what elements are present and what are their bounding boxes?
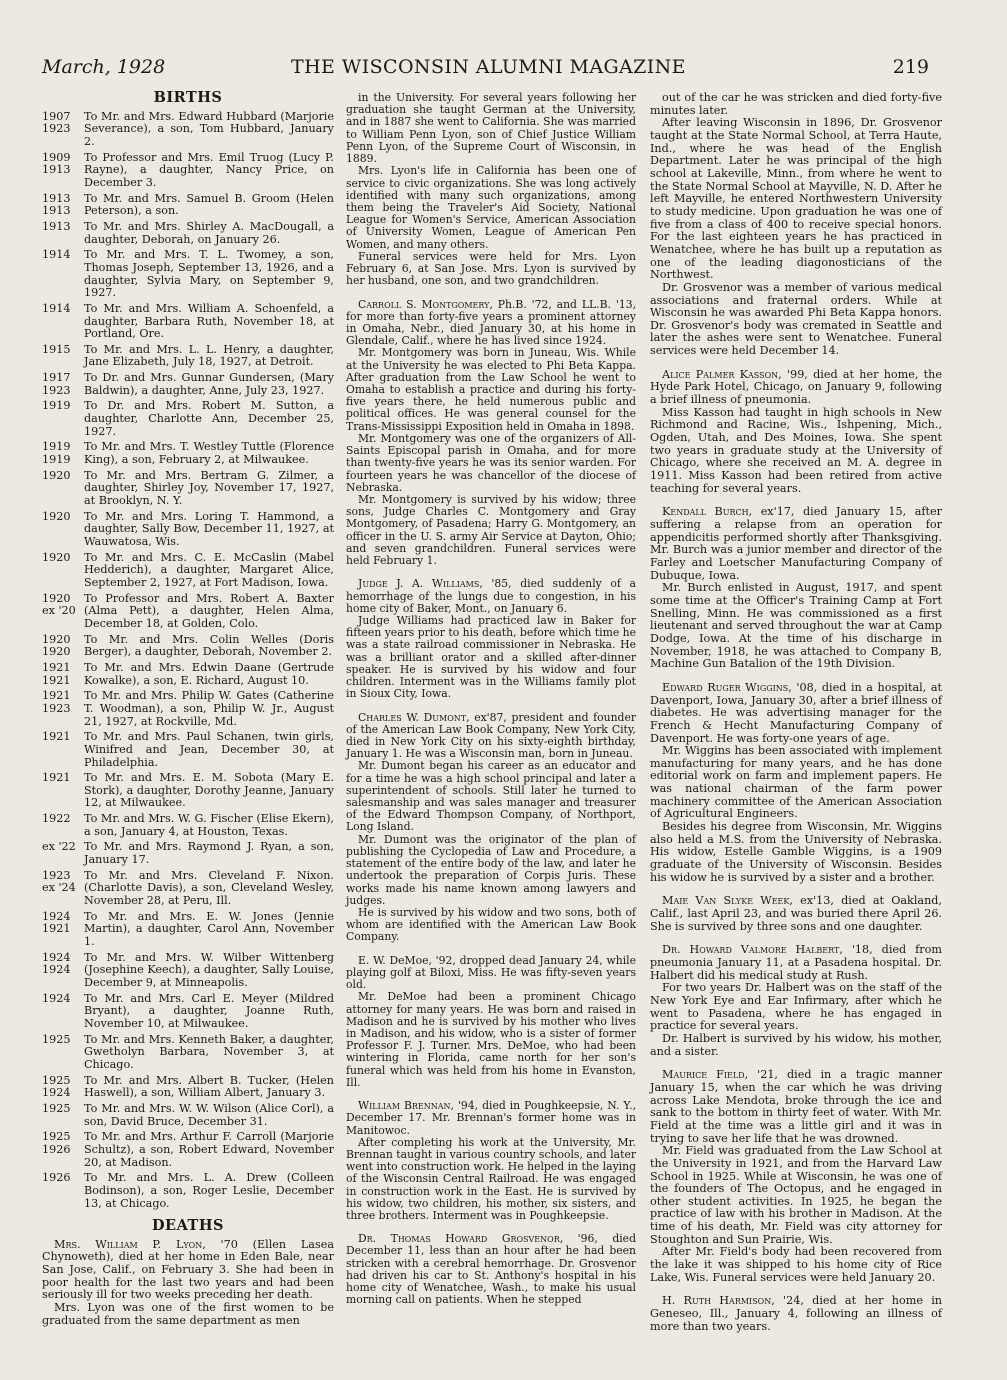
birth-entry (42, 911, 334, 949)
birth-announcement: To Professor and Mrs. Emil Truog (Lucy P. Rayne), a daughter, Nancy Price, on December 3. (84, 150, 334, 189)
obituary (650, 506, 942, 671)
obituary-text: Dr. Grosvenor was a member of various medical associations and fraternal orders. While at Wisconsin he was awarded Phi Beta Kappa honors. Dr. Grosvenor's body was cremated in Seattle and later the ashes were sent to Wenatchee. Funeral services were held December 14. (650, 280, 942, 358)
deaths-column-1 (42, 1239, 334, 1328)
birth-announcement: To Mr. and Mrs. T. Westley Tuttle (Florence King), a son, February 2, at Milwaukee. (84, 440, 334, 467)
obituary-text: Mr. Montgomery is survived by his widow; three sons, Judge Charles C. Montgomery and Gray Montgomery, of Pasadena; Harry G. Montgomery, an officer in the U. S. army Air Service at Dayton, Ohio; and seven grandchildren. Funeral services were held February 1. (346, 493, 636, 568)
obituary (650, 944, 942, 1058)
birth-class-years: 1913 1913 (42, 191, 71, 218)
obituary-text: After leaving Wisconsin in 1896, Dr. Grosvenor taught at the State Normal School, at Terra Haute, Ind., where he was head of the English Department. Later he was principal of the high school at Lakeville, Minn., from where he went to the State Normal School at Mayville, N. D. After he left Mayville, he entered Northwestern University to study medicine. Upon graduation he was one of five from a class of 400 to receive special honors. For the last eighteen years he has practiced in Wenatchee, where he has built up a reputation as one of the leading diagonosticians of the Northwest. (650, 116, 942, 282)
obituary-paragraph (650, 1246, 942, 1284)
obituary-paragraph (650, 282, 942, 358)
deceased-name: Edward Ruger Wiggins, (662, 680, 792, 694)
birth-entry (42, 193, 334, 218)
page-header (40, 52, 937, 88)
obituary-paragraph (346, 615, 636, 701)
obituary-text: Mrs. Lyon was one of the first women to be graduated from the same department as men (42, 1301, 334, 1327)
obituary-paragraph (650, 821, 942, 884)
birth-entry (42, 772, 334, 810)
deceased-name: Dr. Howard Valmore Halbert, (662, 943, 843, 957)
birth-announcement: To Mr. and Mrs. Bertram G. Zilmer, a daughter, Shirley Joy, November 17, 1927, at Brooklyn, N. Y. (84, 468, 334, 508)
birth-announcement: To Professor and Mrs. Robert A. Baxter (Alma Pett), a daughter, Helen Alma, December 18, at Golden, Colo. (84, 591, 334, 630)
deceased-name: William Brennan, (358, 1099, 454, 1113)
birth-announcement: To Mr. and Mrs. Arthur F. Carroll (Marjorie Schultz), a son, Robert Edward, November 20, at Madison. (84, 1130, 334, 1169)
obituary (346, 92, 636, 288)
obituary-paragraph (346, 955, 636, 992)
obituary-text: out of the car he was stricken and died forty-five minutes later. (650, 91, 942, 117)
deaths-heading: DEATHS (151, 1217, 225, 1235)
obituary (346, 299, 636, 568)
deceased-name: Kendall Burch, (662, 505, 753, 519)
obituary-text: Mr. Burch enlisted in August, 1917, and spent some time at the Officer's Training Camp at Fort Snelling, Minn. He was commissioned as a first lieutenant and served throughout the war at Camp Dodge, Iowa. At the time of his discharge in November, 1918, he was attached to Company B, Machine Gun Batalion of the 19th Division. (650, 581, 942, 671)
deceased-name: Charles W. Dumont, (358, 710, 470, 724)
obituary-paragraph (346, 165, 636, 251)
birth-class-years: 1924 1924 (42, 950, 71, 977)
birth-class-years: ex '22 (42, 840, 76, 854)
birth-class-years: 1914 (42, 248, 71, 262)
birth-entry (42, 372, 334, 397)
obituary-text: '18, died from pneumonia January 11, at a Pasadena hospital. Dr. Halbert did his medical study at Rush. (650, 943, 942, 982)
deceased-name: Alice Palmer Kasson, (662, 367, 782, 381)
deceased-name: H. Ruth Harmison, (662, 1294, 775, 1308)
obituary-text: ex'87, president and founder of the American Law Book Company, New York City, died in New York City on his sixty-eighth birthday, January 1. He was a Wisconsin man, born in Juneau. (346, 710, 636, 761)
birth-class-years: 1925 (42, 1101, 71, 1115)
birth-class-years: 1914 (42, 301, 71, 315)
obituary-text: in the University. For several years following her graduation she taught German at the University, and in 1887 she went to California. She was married to William Penn Lyon, son of Chief Justice William Penn Lyon, of the Supreme Court of Wisconsin, in 1889. (346, 91, 636, 166)
deceased-name: Maie Van Slyke Week, (662, 894, 793, 908)
birth-class-years: 1909 1913 (42, 150, 71, 177)
obituary-text: Mr. Dumont was the originator of the plan of publishing the Cyclopedia of Law and Procedure, a statement of the entire body of the law, and later he undertook the preparation of Corpis Juris. These works made his name known among lawyers and judges. (346, 832, 636, 907)
birth-entry (42, 344, 334, 369)
obituary (650, 92, 942, 358)
obituary-text: Mrs. Lyon's life in California has been one of service to civic organizations. She was long actively identified with many such organizations, among them being the Traveler's Aid Society, National League for Women's Service, American Association of University Women, League of American Pen Women, and many others. (346, 164, 636, 251)
obituary-text: Mr. Montgomery was born in Juneau, Wis. While at the University he was elected to Phi Beta Kappa. After graduation from the Law School he went to Omaha to establish a practice and during his forty-five years there, he held numerous public and political offices. He was general counsel for the Trans-Mississippi Exposition held in Omaha in 1898. (346, 346, 636, 433)
births-heading: BIRTHS (153, 89, 223, 106)
birth-announcement: To Mr. and Mrs. W. Wilber Wittenberg (Josephine Keech), a daughter, Sally Louise, December 9, at Minneapolis. (84, 950, 334, 989)
birth-class-years: 1926 (42, 1171, 71, 1185)
birth-class-years: 1924 (42, 991, 71, 1005)
obituary-paragraph (650, 582, 942, 671)
birth-announcement: To Mr. and Mrs. Philip W. Gates (Catherine T. Woodman), a son, Philip W. Jr., August 21, 1927, at Rockville, Md. (84, 689, 334, 728)
obituary-paragraph (650, 982, 942, 1033)
obituary-paragraph (346, 1137, 636, 1223)
obituary-paragraph (346, 712, 636, 761)
birth-class-years: 1907 1923 (42, 109, 71, 136)
birth-announcement: To Mr. and Mrs. Albert B. Tucker, (Helen Haswell), a son, William Albert, January 3. (84, 1073, 334, 1100)
birth-announcement: To Mr. and Mrs. William A. Schoenfeld, a daughter, Barbara Ruth, November 18, at Portland, Ore. (84, 301, 334, 341)
birth-entry (42, 690, 334, 728)
obituary-paragraph (650, 745, 942, 821)
obituary-paragraph (346, 92, 636, 165)
obituary-text: Funeral services were held for Mrs. Lyon February 6, at San Jose. Mrs. Lyon is survived by her husband, one son, and two grandchildren. (346, 249, 636, 288)
birth-announcement: To Mr. and Mrs. W. G. Fischer (Elise Ekern), a son, January 4, at Houston, Texas. (84, 812, 334, 838)
obituary-paragraph (650, 895, 942, 933)
birth-class-years: 1920 1920 (42, 632, 71, 659)
obituary (346, 578, 636, 700)
obituary-text: Mr. DeMoe had been a prominent Chicago attorney for many years. He was born and raised in Madison and he is survived by his mother who lives in Madison, and his widow, who is a sister of former Professor F. J. Turner. Mrs. DeMoe, who had been wintering in Florida, came north for her son's funeral which was held from his home in Evanston, Ill. (346, 990, 636, 1089)
birth-class-years: 1920 (42, 509, 71, 523)
birth-announcement: To Mr. and Mrs. Edward Hubbard (Marjorie Severance), a son, Tom Hubbard, January 2. (84, 109, 334, 148)
obituary-text: ex'13, died at Oakland, Calif., last April 23, and was buried there April 26. She is survived by three sons and one daughter. (650, 894, 942, 933)
obituary-text: ex'17, died January 15, after suffering a relapse from an operation for appendicitis performed shortly after Thanksgiving. Mr. Burch was a junior member and director of the Farley and Loetscher Manufacturing Company of Dubuque, Iowa. (650, 505, 943, 582)
birth-class-years: 1919 1919 (42, 440, 71, 467)
obituary-paragraph (346, 760, 636, 833)
obituary-text: '21, died in a tragic manner January 15, when the car which he was driving across Lake Mendota, broke through the ice and sank to the bottom in thirty feet of water. With Mr. Field at the time was a little girl and it was in trying to save her life that he was drowned. (650, 1068, 942, 1145)
obituary-text: After Mr. Field's body had been recovered from the lake it was shipped to his home city of Rice Lake, Wis. Funeral services were held January 20. (650, 1245, 942, 1284)
birth-class-years: 1923 ex '24 (42, 868, 76, 895)
birth-entry (42, 731, 334, 769)
birth-entry (42, 634, 334, 659)
obituary (650, 895, 942, 933)
birth-announcement: To Mr. and Mrs. E. W. Jones (Jennie Martin), a daughter, Carol Ann, November 1. (84, 909, 334, 949)
birth-entry (42, 111, 334, 149)
birth-class-years: 1919 (42, 399, 71, 413)
births-list (42, 111, 334, 1211)
birth-announcement: To Mr. and Mrs. Loring T. Hammond, a daughter, Sally Bow, December 11, 1927, at Wauwatosa, Wis. (84, 509, 334, 548)
birth-entry (42, 552, 334, 590)
birth-class-years: 1921 (42, 771, 71, 785)
birth-class-years: 1913 (42, 219, 71, 233)
birth-entry (42, 952, 334, 990)
obituary-paragraph (650, 506, 942, 582)
birth-entry (42, 1075, 334, 1100)
birth-announcement: To Mr. and Mrs. Raymond J. Ryan, a son, January 17. (84, 840, 334, 867)
birth-announcement: To Mr. and Mrs. Edwin Daane (Gertrude Kowalke), a son, E. Richard, August 10. (84, 660, 334, 687)
deceased-name: Judge J. A. Williams, (358, 577, 483, 591)
birth-entry (42, 593, 334, 631)
obituary-paragraph (650, 944, 942, 982)
obituary-text: Miss Kasson had taught in high schools in New Richmond and Racine, Wis., Ishpening, Mich., Ogden, Utah, and Des Moines, Iowa. She spent two years in graduate study at the University of Chicago, where she received an M. A. degree in 1911. Miss Kasson had been retired from active teaching for several years. (650, 405, 942, 495)
birth-entry (42, 400, 334, 438)
obituary-text: Mr. Field was graduated from the Law School at the University in 1921, and from the Harvard Law School in 1925. While at Wisconsin, he was one of the founders of The Octopus, and he engaged in other student activities. In 1925, he began the practice of law with his brother in Madison. At the time of his death, Mr. Field was city attorney for Stoughton and Sun Prairie, Wis. (650, 1144, 942, 1246)
obituary-paragraph (346, 578, 636, 615)
birth-entry (42, 993, 334, 1031)
birth-announcement: To Mr. and Mrs. L. L. Henry, a daughter, Jane Elizabeth, July 18, 1927, at Detroit. (84, 342, 334, 369)
obituary-text: '70 (Ellen Lasea Chynoweth), died at her home in Eden Bale, near San Jose, Calif., on February 3. She had been in poor health for the last two years and had been seriously ill for two weeks preceding her death. (42, 1237, 334, 1302)
obituary (650, 1295, 942, 1333)
obituary-paragraph (650, 1145, 942, 1246)
birth-entry (42, 511, 334, 549)
obituary-text: Mr. Montgomery was one of the organizers of All-Saints Episcopal parish in Omaha, and for more than twenty-five years he was its senior warden. For fourteen years he was chancellor of the diocese of Nebraska. (346, 431, 636, 494)
obituary-text: Ph.B. '72, and LL.B. '13, for more than forty-five years a prominent attorney in Omaha, Nebr., died January 30, at his home in Glendale, Calif., where he has lived since 1924. (346, 297, 636, 348)
obituary (650, 369, 942, 496)
obituary-paragraph (346, 907, 636, 944)
obituary-paragraph (650, 1295, 942, 1333)
obituary-paragraph (650, 1069, 942, 1145)
birth-class-years: 1925 1926 (42, 1130, 71, 1156)
obituary (650, 1069, 942, 1284)
obituary-paragraph (346, 347, 636, 433)
obituary-text: '94, died in Poughkeepsie, N. Y., December 17. Mr. Brennan's former home was in Manitowoc. (346, 1099, 637, 1137)
obituary-paragraph (650, 117, 942, 282)
obituary-paragraph (650, 1033, 942, 1058)
column-1 (42, 89, 334, 1338)
obituary-paragraph (346, 1100, 636, 1137)
birth-entry (42, 441, 334, 466)
obituary (650, 682, 942, 885)
birth-entry (42, 1131, 334, 1169)
obituary-paragraph (346, 494, 636, 567)
birth-entry (42, 841, 334, 866)
obituary-paragraph (346, 834, 636, 907)
obituary-paragraph (346, 251, 636, 288)
issue-date: March, 1928 (42, 56, 166, 78)
obituary-text: '96, died December 11, less than an hour after he had been stricken with a cerebral hemorrhage. Dr. Grosvenor had driven his car to St. Anthony's hospital in his home city of Wenatchee, Wash., to make his usual morning call on patients. When he stepped (346, 1232, 636, 1307)
obituary-text: '85, died suddenly of a hemorrhage of the lungs due to congestion, in his home city of Baker, Mont., on January 6. (346, 577, 636, 615)
birth-entry (42, 662, 334, 687)
column-3 (650, 92, 942, 1344)
birth-entry (42, 221, 334, 246)
birth-class-years: 1921 1923 (42, 689, 71, 715)
birth-entry (42, 870, 334, 908)
obituary (346, 955, 636, 1089)
obituary-text: He is survived by his widow and two sons, both of whom are identified with the American Law Book Company. (346, 906, 636, 944)
obituary-paragraph (650, 369, 942, 407)
obituary-text: Dr. Halbert is survived by his widow, his mother, and a sister. (650, 1031, 942, 1058)
birth-announcement: To Mr. and Mrs. Cleveland F. Nixon. (Charlotte Davis), a son, Cleveland Wesley, November 28, at Peru, Ill. (84, 868, 334, 908)
birth-class-years: 1924 1921 (42, 909, 71, 936)
obituary-paragraph (650, 92, 942, 117)
birth-announcement: To Mr. and Mrs. Kenneth Baker, a daughter, Gwetholyn Barbara, November 3, at Chicago. (84, 1032, 334, 1071)
obituary-text: Mr. Wiggins has been associated with implement manufacturing for many years, and he has done editorial work on farm and implement papers. He was national chairman of the farm power machinery committee of the American Association of Agricultural Engineers. (650, 744, 942, 821)
deceased-name: Carroll S. Montgomery, (358, 297, 493, 311)
birth-class-years: 1925 (42, 1032, 71, 1046)
obituary (346, 1100, 636, 1222)
birth-announcement: To Mr. and Mrs. T. L. Twomey, a son, Thomas Joseph, September 13, 1926, and a daughter, Sylvia Mary, on September 9, 1927. (84, 248, 334, 300)
obituary (346, 712, 636, 944)
birth-entry (42, 152, 334, 190)
obituary-paragraph (650, 682, 942, 745)
obituary-paragraph (346, 299, 636, 348)
birth-class-years: 1920 (42, 468, 71, 482)
birth-announcement: To Mr. and Mrs. Samuel B. Groom (Helen Peterson), a son. (84, 191, 334, 218)
obituary (346, 1233, 636, 1306)
deceased-name: Mrs. William P. Lyon, (54, 1237, 206, 1251)
obituary-paragraph (650, 407, 942, 496)
birth-entry (42, 303, 334, 341)
birth-announcement: To Mr. and Mrs. Shirley A. MacDougall, a daughter, Deborah, on January 26. (84, 219, 334, 246)
birth-class-years: 1920 ex '20 (42, 591, 76, 618)
birth-announcement: To Mr. and Mrs. C. E. McCaslin (Mabel Hedderich), a daughter, Margaret Alice, September 2, 1927, at Fort Madison, Iowa. (84, 550, 334, 589)
birth-entry (42, 470, 334, 508)
birth-entry (42, 249, 334, 300)
obituary-text: '99, died at her home, the Hyde Park Hotel, Chicago, on January 9, following a brief illness of pneumonia. (650, 367, 942, 407)
birth-class-years: 1922 (42, 812, 71, 826)
birth-announcement: To Mr. and Mrs. Carl E. Meyer (Mildred Bryant), a daughter, Joanne Ruth, November 10, at Milwaukee. (84, 991, 334, 1030)
birth-class-years: 1925 1924 (42, 1073, 71, 1100)
birth-entry (42, 1034, 334, 1072)
magazine-title: THE WISCONSIN ALUMNI MAGAZINE (291, 56, 686, 78)
obituary-text: '24, died at her home in Geneseo, Ill., January 4, following an illness of more than two years. (650, 1294, 942, 1333)
birth-announcement: To Mr. and Mrs. Paul Schanen, twin girls, Winifred and Jean, December 30, at Philadelphia. (84, 730, 334, 769)
obituary-text: Judge Williams had practiced law in Baker for fifteen years prior to his death, before which time he was a state railroad commissioner in Nebraska. He was a brilliant orator and a skilled after-dinner speaker. He is survived by his widow and four children. Interment was in the Williams family plot in Sioux City, Iowa. (346, 613, 636, 701)
obituary-paragraph (346, 991, 636, 1089)
birth-entry (42, 1172, 334, 1210)
deceased-name: Dr. Thomas Howard Grosvenor, (358, 1232, 564, 1246)
obituary-text: After completing his work at the University, Mr. Brennan taught in various country schools, and later went into construction work. He helped in the laying of the Wisconsin Central Railroad. He was engaged in construction work in the East. He is survived by his widow, two children, his mother, six sisters, and three brothers. Interment was in Poughkeepsie. (346, 1135, 636, 1223)
birth-announcement: To Mr. and Mrs. E. M. Sobota (Mary E. Stork), a daughter, Dorothy Jeanne, January 12, at Milwaukee. (84, 771, 334, 810)
obituary-paragraph (346, 1233, 636, 1306)
column-2 (346, 92, 636, 1318)
page-number: 219 (892, 56, 929, 78)
birth-announcement: To Dr. and Mrs. Robert M. Sutton, a daughter, Charlotte Ann, December 25, 1927. (84, 399, 334, 438)
birth-announcement: To Mr. and Mrs. Colin Welles (Doris Berger), a daughter, Deborah, November 2. (84, 632, 334, 659)
birth-class-years: 1915 (42, 342, 71, 356)
birth-announcement: To Mr. and Mrs. W. W. Wilson (Alice Corl), a son, David Bruce, December 31. (84, 1101, 334, 1128)
birth-class-years: 1921 (42, 730, 71, 744)
obituary-paragraph (42, 1302, 334, 1327)
birth-announcement: To Mr. and Mrs. L. A. Drew (Colleen Bodinson), a son, Roger Leslie, December 13, at Chicago. (84, 1171, 334, 1210)
deceased-name: Maurice Field, (662, 1068, 749, 1082)
birth-entry (42, 813, 334, 838)
birth-announcement: To Dr. and Mrs. Gunnar Gundersen, (Mary Baldwin), a daughter, Anne, July 23, 1927. (84, 371, 334, 397)
obituary-text: Besides his degree from Wisconsin, Mr. Wiggins also held a M.S. from the University of Nebraska. His widow, Estelle Gamble Wiggins, is a 1909 graduate of the University of Wisconsin. Besides his widow he is survived by a sister and a brother. (650, 820, 942, 884)
obituary-paragraph (42, 1239, 334, 1302)
birth-entry (42, 1103, 334, 1128)
birth-class-years: 1921 1921 (42, 660, 71, 687)
birth-class-years: 1917 1923 (42, 371, 71, 397)
obituary-paragraph (346, 433, 636, 494)
obituary-text: E. W. DeMoe, '92, dropped dead January 24, while playing golf at Biloxi, Miss. He was fifty-seven years old. (346, 953, 636, 992)
obituary (42, 1239, 334, 1328)
obituary-text: '08, died in a hospital, at Davenport, Iowa, January 30, after a brief illness of diabetes. He was advertising manager for the French & Hecht Manufacturing Company of Davenport. He was forty-one years of age. (650, 680, 942, 745)
obituary-text: Mr. Dumont began his career as an educator and for a time he was a high school principal and later a superintendent of schools. Still later he turned to salesmanship and was sales manager and treasurer of the Edward Thompson Company, of Northport, Long Island. (346, 759, 636, 834)
obituary-text: For two years Dr. Halbert was on the staff of the New York Eye and Ear Infirmary, after which he went to Pasadena, where he has engaged in practice for several years. (650, 981, 942, 1033)
birth-class-years: 1920 (42, 550, 71, 564)
